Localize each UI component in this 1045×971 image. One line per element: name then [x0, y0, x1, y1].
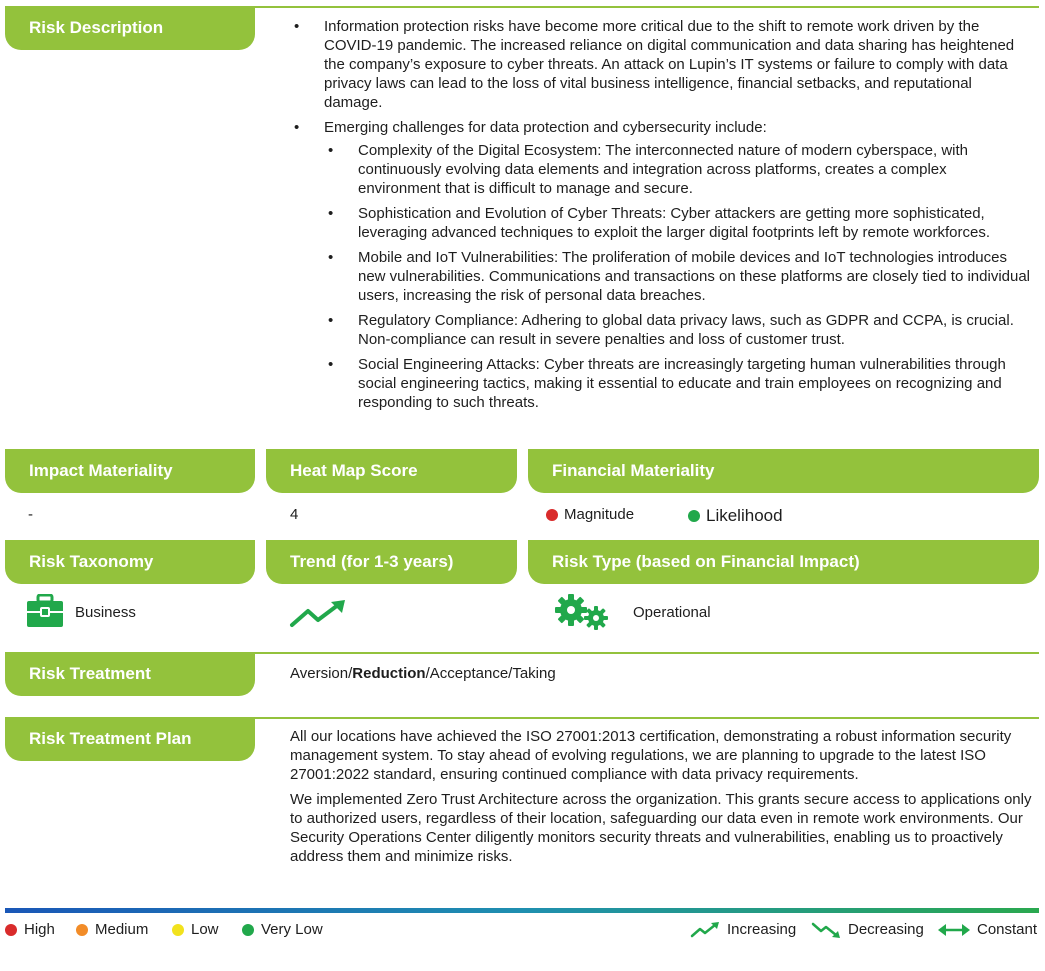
footer-divider [5, 908, 1039, 913]
risk-treatment-plan-body [290, 727, 1040, 866]
treatment-option: Aversion [290, 665, 349, 682]
legend-decreasing [811, 921, 924, 938]
plan-paragraph: All our locations have achieved the ISO 27001:2013 certification, demonstrating a robust information security management system. To stay ahead of evolving regulations, we are planning to upgrade to the latest ISO 27001:2022 standard, ensuring continued compliance with data privacy requirements. [290, 728, 1012, 783]
briefcase-icon [26, 594, 64, 628]
treatment-separator: / [425, 665, 430, 682]
impact-materiality-value: - [28, 506, 33, 523]
risk-description-label: Risk Description [5, 6, 255, 50]
risk-description-bullet: • Information protection risks have become more critical due to the shift to remote work driven by the COVID-19 pandemic. The increased reliance on digital communication and data sharing has heightened the company’s exposure to cyber threats. An attack on Lupin’s IT systems or failure to comply with data privacy laws can lead to the loss of vital business intelligence, financial setbacks, and reputational damage. [290, 17, 1030, 112]
risk-type-value: Operational [633, 604, 711, 621]
magnitude-dot [546, 509, 558, 521]
legend-increasing [690, 921, 796, 938]
risk-type-label: Risk Type (based on Financial Impact) [528, 540, 1039, 584]
legend-label: High [24, 921, 55, 938]
legend-medium [76, 921, 148, 938]
legend-very-low [242, 921, 323, 938]
challenge-item: • Sophistication and Evolution of Cyber Threats: Cyber attackers are getting more sophisticated, leveraging advanced techniques to exploit the larger digital footprints left by remote workforces. [324, 204, 1030, 242]
legend-label: Increasing [727, 921, 797, 938]
gears-icon [554, 593, 612, 633]
impact-materiality-label: Impact Materiality [5, 449, 255, 493]
risk-treatment-label: Risk Treatment [5, 652, 255, 696]
legend-low [172, 921, 219, 938]
challenge-item: • Complexity of the Digital Ecosystem: The interconnected nature of modern cyberspace, with continuously evolving data elements and integration across platforms, creates a complex environment that is difficult to manage and secure. [324, 141, 1030, 198]
legend-label: Medium [95, 921, 149, 938]
treatment-option: Acceptance [429, 665, 509, 682]
likelihood-indicator [688, 506, 783, 525]
high-dot [5, 924, 17, 936]
trend-decreasing-icon [811, 922, 841, 938]
risk-taxonomy-label: Risk Taxonomy [5, 540, 255, 584]
risk-description-bullet-text: Emerging challenges for data protection and cybersecurity include: [324, 119, 767, 136]
treatment-option: Taking [512, 665, 556, 682]
legend-high [5, 921, 55, 938]
challenge-item: • Social Engineering Attacks: Cyber threats are increasingly targeting human vulnerabilities through social engineering tactics, making it essential to educate and train employees on recognizing and responding to such threats. [324, 355, 1030, 412]
very-low-dot [242, 924, 254, 936]
double-arrow-icon [938, 923, 970, 937]
treatment-separator: / [348, 665, 353, 682]
challenge-item: • Regulatory Compliance: Adhering to global data privacy laws, such as GDPR and CCPA, is crucial. Non-compliance can result in severe penalties and loss of customer trust. [324, 311, 1030, 349]
risk-taxonomy-value: Business [75, 604, 136, 621]
low-dot [172, 924, 184, 936]
magnitude-indicator [546, 505, 634, 524]
risk-description-bullet [290, 118, 1030, 412]
financial-materiality-label: Financial Materiality [528, 449, 1039, 493]
challenge-item: • Mobile and IoT Vulnerabilities: The proliferation of mobile devices and IoT technologies introduces new vulnerabilities. Communications and transactions on these platforms are closely tied to individual users, increasing the risk of personal data breaches. [324, 248, 1030, 305]
trend-increasing-icon [289, 599, 347, 629]
trend-label: Trend (for 1-3 years) [266, 540, 517, 584]
legend-label: Constant [977, 921, 1038, 938]
legend-label: Low [191, 921, 219, 938]
risk-treatment-plan-label: Risk Treatment Plan [5, 717, 255, 761]
medium-dot [76, 924, 88, 936]
legend-label: Decreasing [848, 921, 924, 938]
risk-description-body [290, 17, 1030, 418]
treatment-separator: / [508, 665, 513, 682]
challenges-list [324, 141, 1030, 412]
trend-increasing-icon [690, 922, 720, 938]
plan-paragraph: We implemented Zero Trust Architecture across the organization. This grants secure access to applications only to authorized users, regardless of their location, safeguarding our data even in remote work environments. Our Security Operations Center diligently monitors security threats and vulnerabilities, enabling us to proactively address them and minimize risks. [290, 791, 1032, 865]
risk-treatment-options [290, 664, 556, 683]
legend-label: Very Low [261, 921, 323, 938]
heat-map-score-label: Heat Map Score [266, 449, 517, 493]
likelihood-label: Likelihood [706, 506, 783, 525]
legend-constant [938, 921, 1037, 938]
treatment-option-selected: Reduction [352, 665, 426, 682]
magnitude-label: Magnitude [564, 506, 635, 523]
likelihood-dot [688, 510, 700, 522]
heat-map-score-value: 4 [290, 506, 299, 523]
